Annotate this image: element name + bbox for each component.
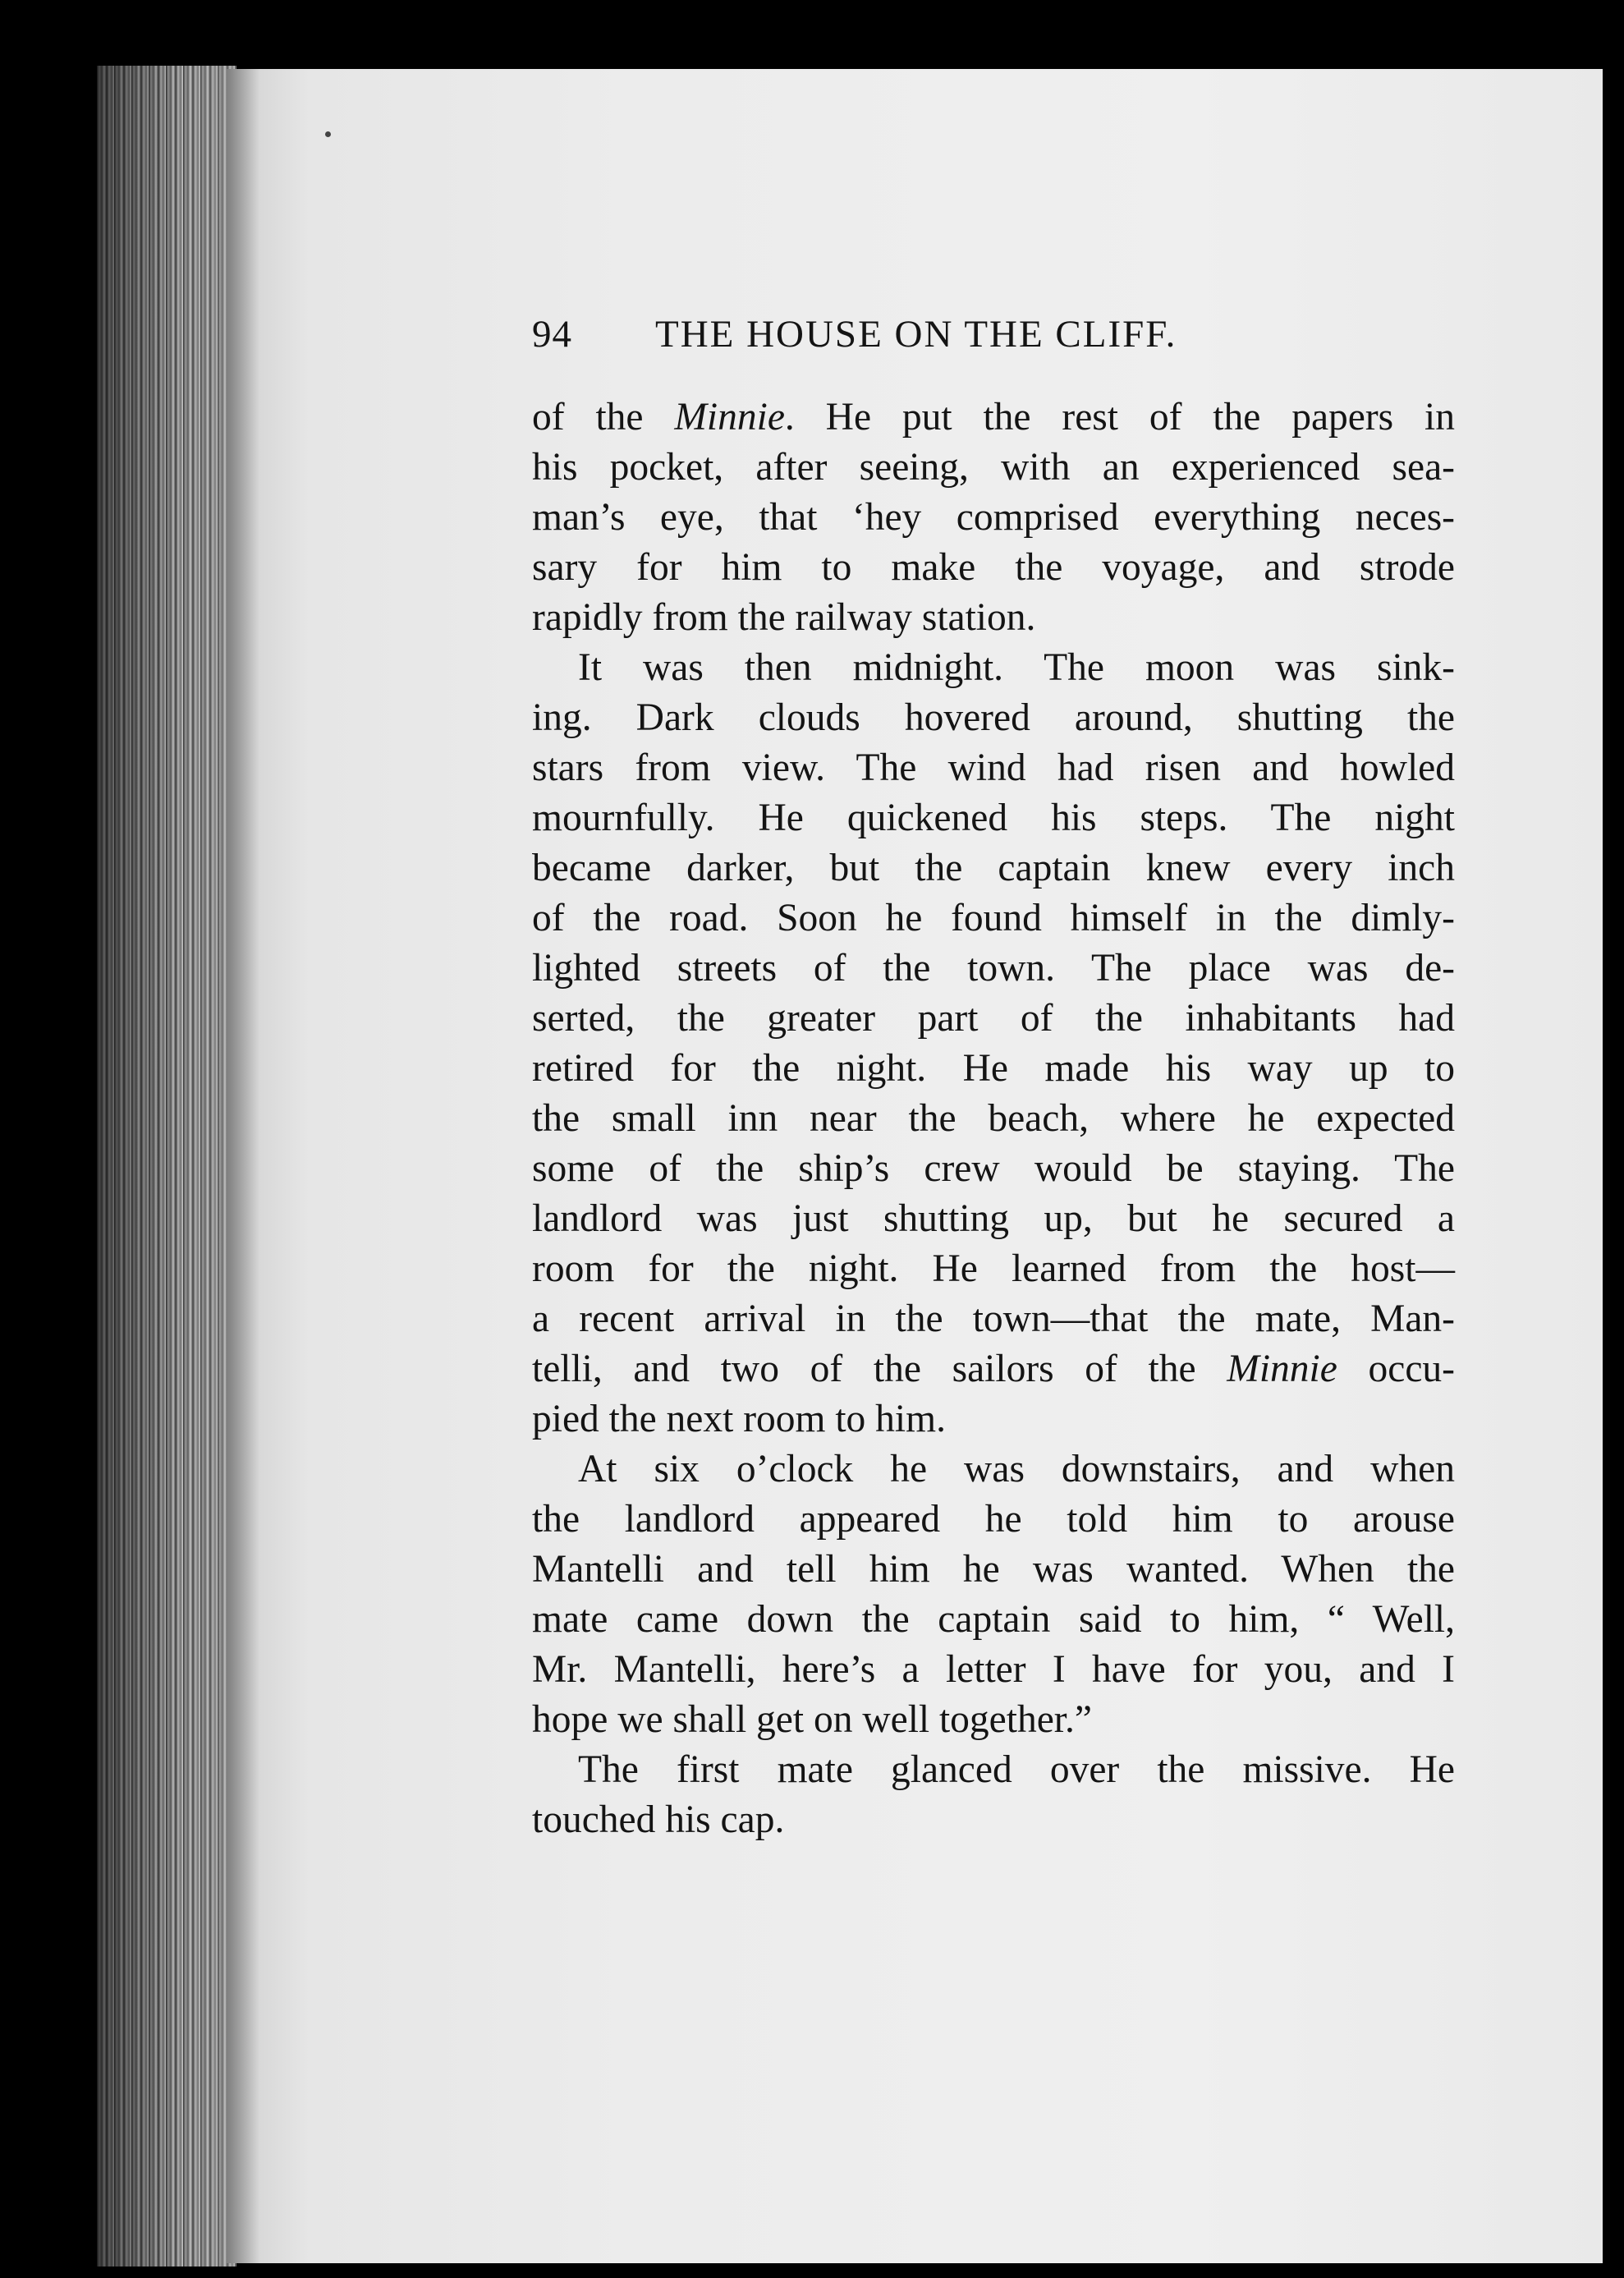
text-line: telli, and two of the sailors of the Minnie occu- bbox=[532, 1348, 1455, 1390]
text-line: Mr. Mantelli, here’s a letter I have for you, and I bbox=[532, 1648, 1455, 1691]
text-line: retired for the night. He made his way up to bbox=[532, 1047, 1455, 1090]
page-number: 94 bbox=[532, 313, 572, 356]
text-line: some of the ship’s crew would be staying. The bbox=[532, 1147, 1455, 1190]
dust-speck bbox=[325, 131, 331, 137]
text-line: pied the next room to him. bbox=[532, 1398, 946, 1440]
ship-name: Minnie bbox=[1227, 1348, 1337, 1390]
text-line: At six o’clock he was downstairs, and when bbox=[578, 1448, 1455, 1490]
page-text bbox=[532, 312, 1455, 1845]
text-line: It was then midnight. The moon was sink- bbox=[578, 646, 1455, 689]
text-line: hope we shall get on well together.” bbox=[532, 1698, 1092, 1741]
gutter-shadow bbox=[227, 69, 259, 2263]
text-line: the landlord appeared he told him to arouse bbox=[532, 1498, 1455, 1541]
text-line: mournfully. He quickened his steps. The night bbox=[532, 797, 1455, 839]
text-line: rapidly from the railway station. bbox=[532, 596, 1036, 639]
text-line: lighted streets of the town. The place was de- bbox=[532, 947, 1455, 990]
text-line: room for the night. He learned from the host— bbox=[532, 1247, 1455, 1290]
text-line: a recent arrival in the town—that the mate, Man- bbox=[532, 1297, 1455, 1340]
text-line: Mantelli and tell him he was wanted. When the bbox=[532, 1548, 1455, 1591]
paragraph-3 bbox=[532, 1444, 1455, 1745]
text-line: his pocket, after seeing, with an experienced sea- bbox=[532, 446, 1455, 489]
text-line: became darker, but the captain knew every inch bbox=[532, 847, 1455, 889]
text-line: The first mate glanced over the missive. He bbox=[578, 1748, 1455, 1791]
text-line: landlord was just shutting up, but he secured a bbox=[532, 1197, 1455, 1240]
paragraph-2 bbox=[532, 643, 1455, 1444]
paragraph-1 bbox=[532, 393, 1455, 643]
running-title: THE HOUSE ON THE CLIFF. bbox=[655, 313, 1177, 356]
text-line: man’s eye, that ‘hey comprised everything neces- bbox=[532, 496, 1455, 539]
text-line: serted, the greater part of the inhabitants had bbox=[532, 997, 1455, 1040]
text-line: touched his cap. bbox=[532, 1798, 785, 1841]
ship-name: Minnie bbox=[674, 396, 785, 439]
book-page-edges bbox=[97, 66, 236, 2267]
text-line: mate came down the captain said to him, “ Well, bbox=[532, 1598, 1455, 1641]
text-line: of the road. Soon he found himself in the dimly- bbox=[532, 897, 1455, 939]
text-line: the small inn near the beach, where he expected bbox=[532, 1097, 1455, 1140]
text-line: ing. Dark clouds hovered around, shutting the bbox=[532, 696, 1455, 739]
text-line: of the Minnie. He put the rest of the papers in bbox=[532, 396, 1455, 439]
text-line: sary for him to make the voyage, and strode bbox=[532, 546, 1455, 589]
paragraph-4 bbox=[532, 1745, 1455, 1845]
text-line: stars from view. The wind had risen and howled bbox=[532, 746, 1455, 789]
running-head bbox=[532, 312, 1455, 356]
